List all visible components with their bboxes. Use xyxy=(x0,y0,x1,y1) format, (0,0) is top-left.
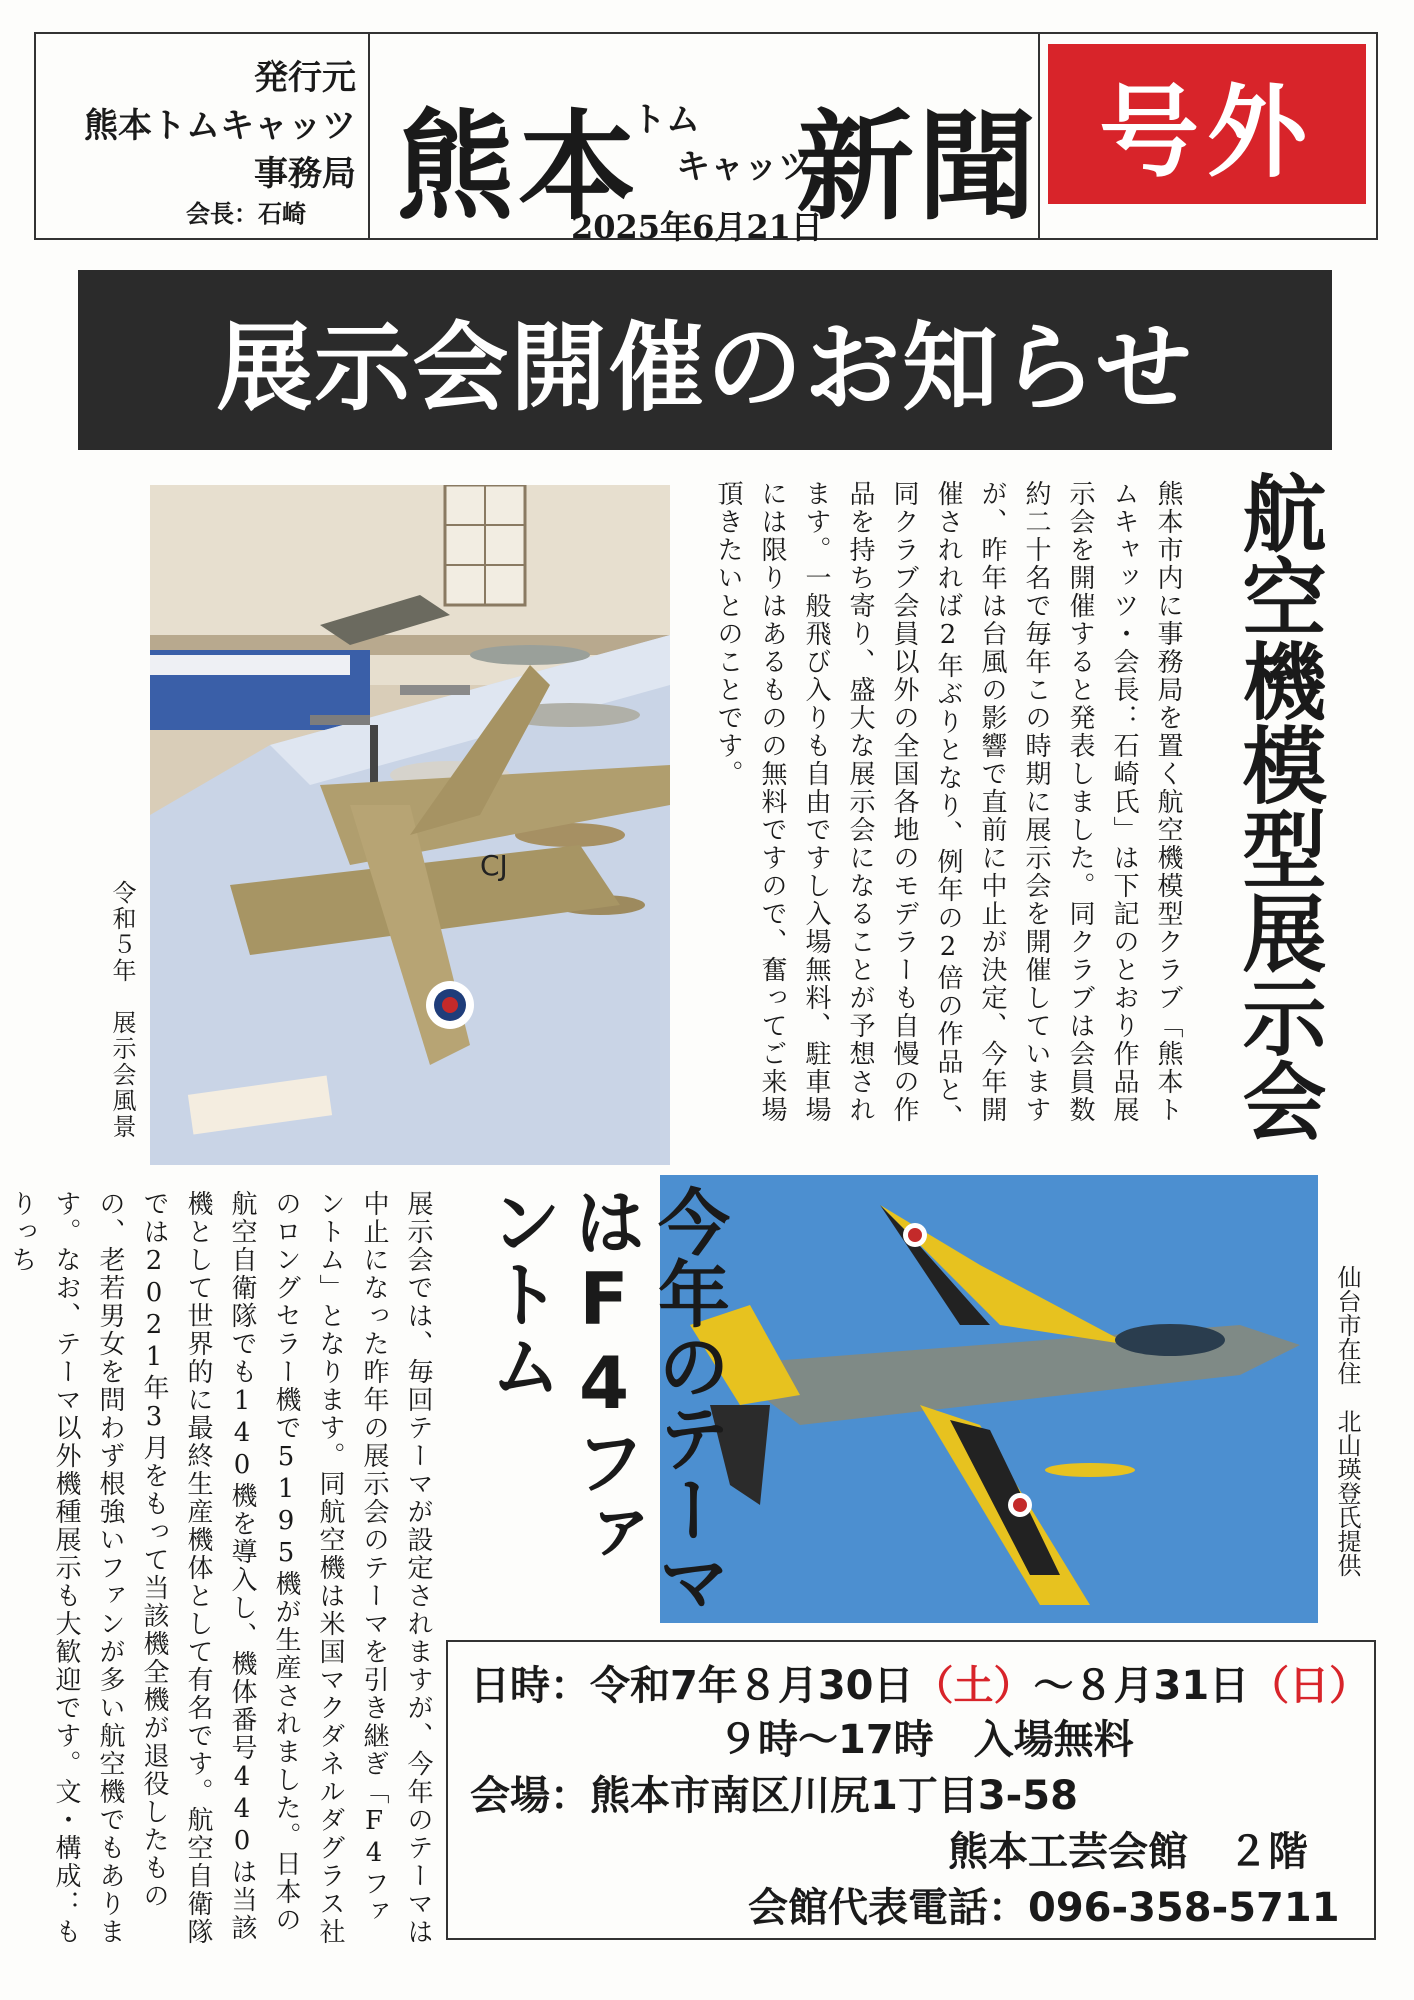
event-sun: （日） xyxy=(1249,1663,1370,1709)
extra-badge xyxy=(1048,44,1366,204)
exhibition-photo xyxy=(150,485,670,1165)
publisher-office: 事務局 xyxy=(254,154,356,194)
paper-name-end: 新聞 xyxy=(796,97,1041,236)
headline-bar xyxy=(78,270,1332,450)
f4-phantom-photo xyxy=(660,1175,1318,1623)
paper-name-small2: キャッツ xyxy=(676,147,812,187)
photo1-caption: 令和５年 展示会風景 xyxy=(108,880,136,1140)
article1-body: 熊本市内に事務局を置く航空機模型クラブ「熊本トムキャッツ・会長：石崎氏」は下記のとおり作品展示会を開催すると発表しました。同クラブは会員数約二十名で毎年この時期に展示会を開催していますが、昨年は台風の影響で直前に中止が決定、今年開催されれば2年ぶりとなり、例年の2倍の作品と、同クラブ会員以外の全国各地のモデラーも自慢の作品を持ち寄り、盛大な展示会になることが予想されます。一般飛び入りも自由ですし入場無料、駐車場には限りはあるものの無料ですので、奮ってご来場頂きたいとのことです。 xyxy=(713,480,1183,1132)
issue-date: 2025年6月21日 xyxy=(571,208,823,246)
event-phone: 会館代表電話：096-358-5711 xyxy=(748,1885,1340,1931)
extra-label: 号外 xyxy=(1099,74,1315,191)
article2-title: 今年のテーマはF4ファントム xyxy=(478,1185,730,1617)
event-hall: 熊本工芸会館 ２階 xyxy=(948,1829,1308,1875)
event-venue: 会場：熊本市南区川尻1丁目3-58 xyxy=(470,1773,1078,1819)
headline: 展示会開催のお知らせ xyxy=(216,311,1194,424)
publisher-label: 発行元 xyxy=(254,58,356,98)
masthead xyxy=(34,32,1378,246)
event-date: 日時：令和7年８月30日 xyxy=(470,1663,914,1709)
event-hours: ９時〜17時 入場無料 xyxy=(718,1717,1134,1763)
publisher-block xyxy=(46,54,356,198)
paper-name-main: 熊本 xyxy=(396,97,641,236)
photo2-caption: 仙台市在住 北山瑛登氏提供 xyxy=(1333,1265,1361,1577)
publisher-name: 熊本トムキャッツ xyxy=(84,106,356,146)
svg-text:CJ: CJ xyxy=(480,849,508,882)
article2-body: 展示会では、毎回テーマが設定されますが、今年のテーマは中止になった昨年の展示会のテーマを引き継ぎ「F4ファントム」となります。同航空機は米国マクダネルダグラス社のロングセラー機で5195機が生産されました。日本の航空自衛隊でも140機を導入し、機体番号440は当該機として世界的に最終生産機体として有名です。航空自衛隊では2021年3月をもって当該機全機が退役したものの、老若男女を問わず根強いファンが多い航空機でもあります。なお、テーマ以外機種展示も大歓迎です。文・構成：もりっち xyxy=(7,1190,433,1946)
event-date-end: 〜８月31日 xyxy=(1033,1663,1250,1709)
event-sat: （土） xyxy=(913,1663,1034,1709)
president-name: 会長：石崎 xyxy=(186,199,306,228)
event-date-line xyxy=(470,1654,1369,1711)
paper-name-small1: トム xyxy=(632,100,700,140)
article1-title: 航空機模型展示会 xyxy=(1229,470,1327,1142)
event-info-box xyxy=(446,1640,1376,1940)
